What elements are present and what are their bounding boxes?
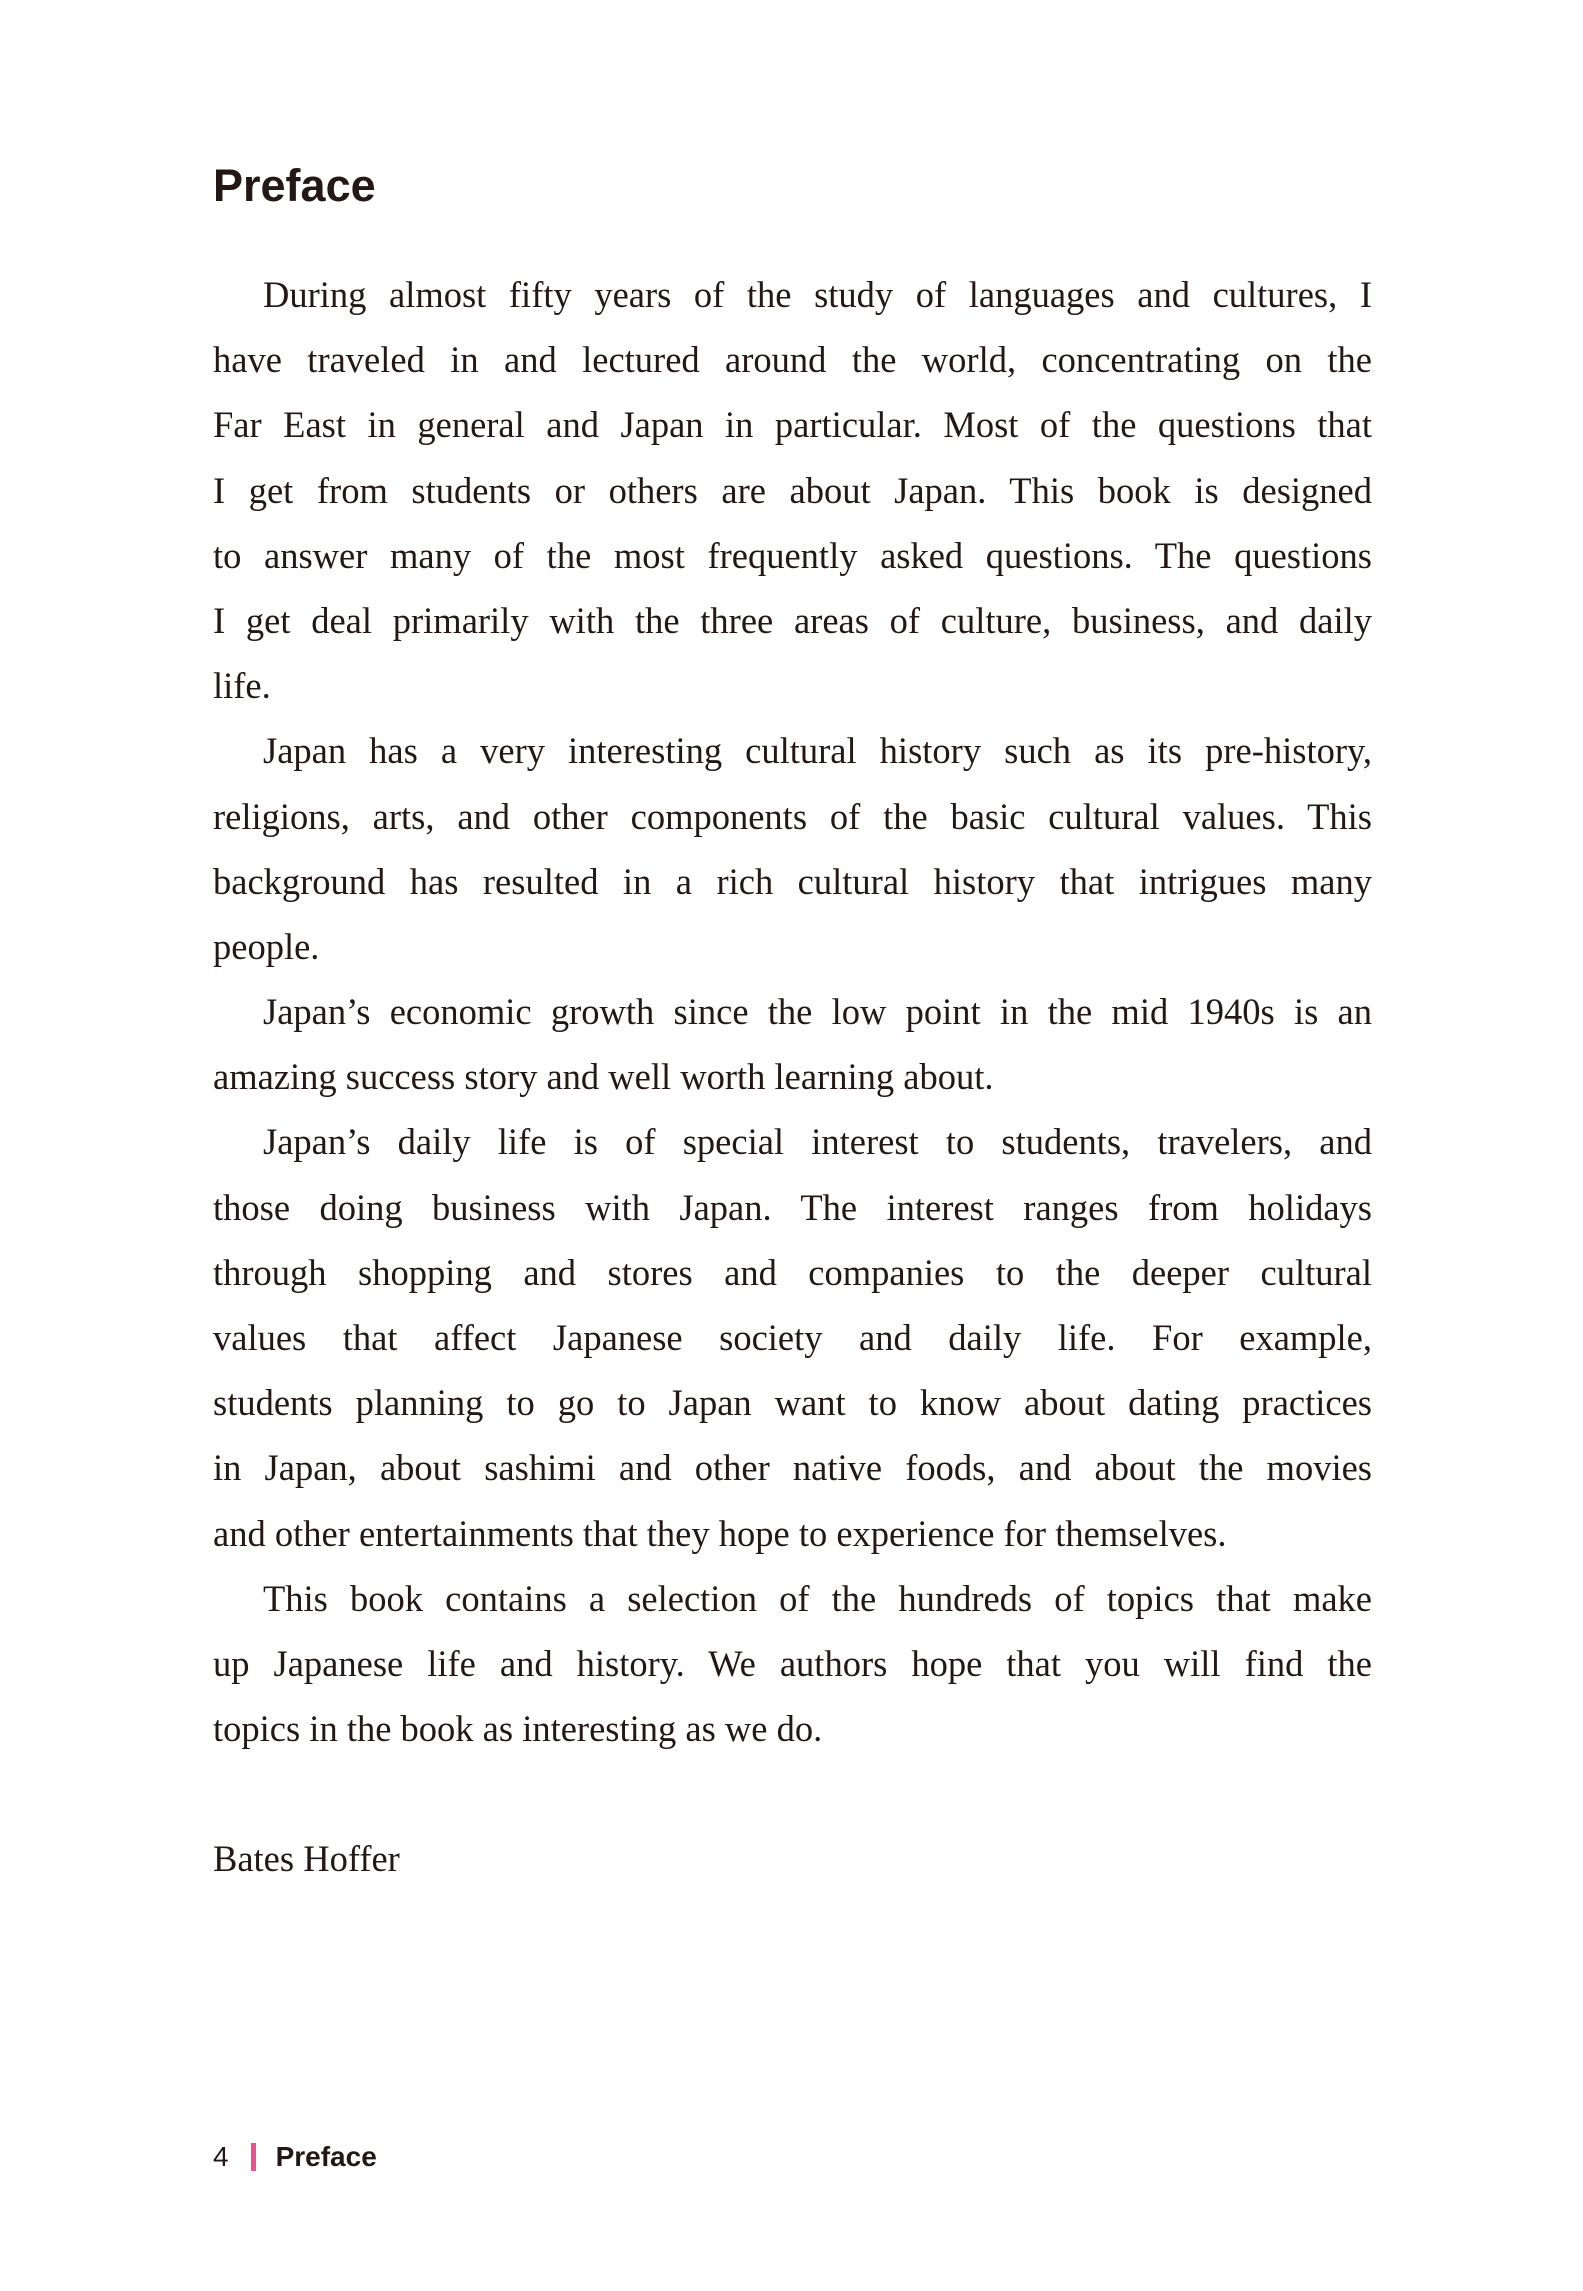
text-line: to answer many of the most frequently asked questions. The questions <box>213 534 1372 576</box>
text-line: in Japan, about sashimi and other native foods, and about the movies <box>213 1447 1372 1489</box>
text-line: Japan’s daily life is of special interest to students, travelers, and <box>263 1121 1372 1163</box>
text-line: background has resulted in a rich cultural history that intrigues many <box>213 860 1372 902</box>
text-line: life. <box>213 665 271 707</box>
text-line: those doing business with Japan. The interest ranges from holidays <box>213 1186 1372 1228</box>
page-footer <box>213 2137 377 2177</box>
text-line: have traveled in and lectured around the world, concentrating on the <box>213 339 1372 381</box>
text-line: Far East in general and Japan in particular. Most of the questions that <box>213 404 1372 446</box>
text-line: I get deal primarily with the three areas of culture, business, and daily <box>213 599 1372 641</box>
page-title: Preface <box>213 160 376 211</box>
text-line: Japan has a very interesting cultural history such as its pre-history, <box>263 730 1372 772</box>
text-line: During almost fifty years of the study of languages and cultures, I <box>263 274 1372 315</box>
text-line: I get from students or others are about Japan. This book is designed <box>213 469 1372 511</box>
text-line: values that affect Japanese society and daily life. For example, <box>213 1317 1372 1358</box>
text-line: and other entertainments that they hope to experience for themselves. <box>213 1512 1227 1554</box>
paragraph <box>213 1109 1372 1565</box>
paragraph <box>213 979 1372 1109</box>
running-title: Preface <box>275 2141 377 2172</box>
text-line: students planning to go to Japan want to know about dating practices <box>213 1382 1372 1424</box>
page-number: 4 <box>213 2141 229 2172</box>
text-line: topics in the book as interesting as we do. <box>213 1708 823 1750</box>
preface-body <box>213 262 1372 1761</box>
paragraph <box>213 262 1372 718</box>
text-line: through shopping and stores and companies to the deeper cultural <box>213 1251 1372 1293</box>
text-line: religions, arts, and other components of the basic cultural values. This <box>213 795 1372 837</box>
author-signature: Bates Hoffer <box>213 1838 400 1879</box>
paragraph <box>213 718 1372 979</box>
text-line: people. <box>213 925 320 967</box>
text-line: up Japanese life and history. We authors hope that you will find the <box>213 1642 1372 1684</box>
text-line: This book contains a selection of the hundreds of topics that make <box>263 1577 1372 1619</box>
text-line: amazing success story and well worth learning about. <box>213 1056 994 1098</box>
text-line: Japan’s economic growth since the low point in the mid 1940s is an <box>263 991 1372 1033</box>
footer-accent-bar <box>251 2143 256 2171</box>
paragraph <box>213 1566 1372 1762</box>
